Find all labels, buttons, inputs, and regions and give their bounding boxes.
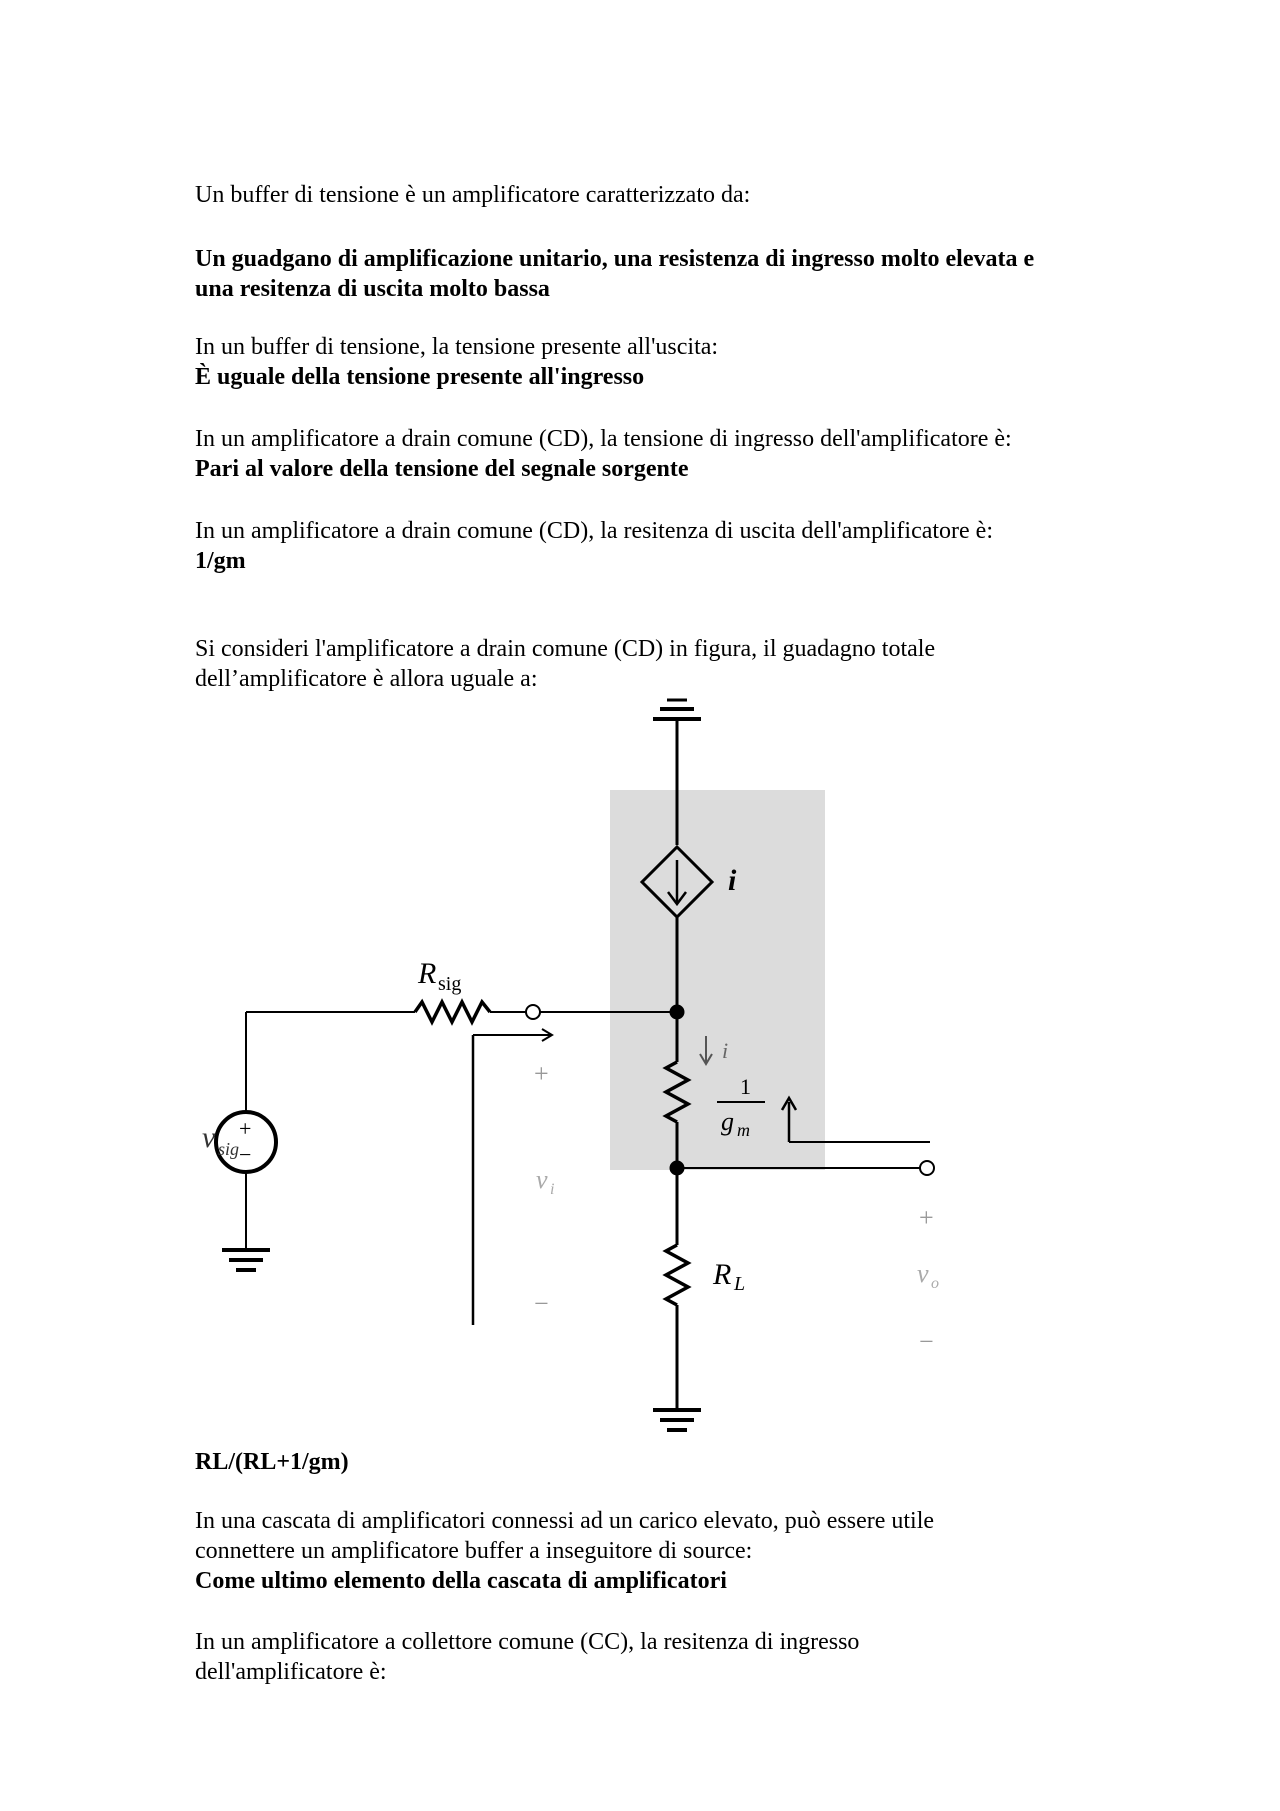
gm-subscript: m bbox=[737, 1120, 750, 1140]
answer-4 bbox=[195, 546, 1135, 576]
output-terminal bbox=[920, 1161, 934, 1175]
junction-dot-output bbox=[671, 1162, 683, 1174]
question-text: Un buffer di tensione è un amplificatore caratterizzato da: bbox=[195, 182, 751, 208]
source-plus: + bbox=[239, 1116, 252, 1141]
gm-g: g bbox=[721, 1107, 734, 1136]
answer-text: 1/gm bbox=[195, 548, 246, 574]
answer-text: È uguale della tensione presente all'ingresso bbox=[195, 364, 645, 390]
question-text: dell'amplificatore è: bbox=[195, 1659, 387, 1685]
answer-text: Un guadgano di amplificazione unitario, una resistenza di ingresso molto elevata e bbox=[195, 246, 1035, 272]
question-text: In un amplificatore a drain comune (CD), la resitenza di uscita dell'amplificatore è: bbox=[195, 518, 993, 544]
question-5 bbox=[195, 634, 1135, 694]
question-text: connettere un amplificatore buffer a inseguitore di source: bbox=[195, 1538, 753, 1564]
question-text: In un amplificatore a collettore comune (CC), la resitenza di ingresso bbox=[195, 1629, 860, 1655]
answer-5 bbox=[195, 1447, 1135, 1477]
question-4 bbox=[195, 516, 1135, 546]
vo-label: v bbox=[917, 1259, 929, 1288]
source-current-label: i bbox=[728, 864, 737, 897]
question-text: In un amplificatore a drain comune (CD), la tensione di ingresso dell'amplificatore è: bbox=[195, 426, 1012, 452]
vi-label: v bbox=[536, 1165, 548, 1194]
rsig-label: R bbox=[418, 957, 437, 990]
question-text: In una cascata di amplificatori connessi ad un carico elevato, può essere utile bbox=[195, 1508, 935, 1534]
rl-subscript: L bbox=[734, 1273, 746, 1295]
junction-dot-input bbox=[671, 1006, 683, 1018]
gm-numerator: 1 bbox=[740, 1074, 751, 1099]
vi-minus: − bbox=[534, 1289, 549, 1318]
vsig-subscript: sig bbox=[218, 1139, 240, 1159]
answer-text: Come ultimo elemento della cascata di amplificatori bbox=[195, 1568, 727, 1594]
question-text: Si consideri l'amplificatore a drain comune (CD) in figura, il guadagno totale bbox=[195, 636, 936, 662]
vsig-label: v bbox=[202, 1121, 216, 1154]
branch-current-label: i bbox=[722, 1038, 729, 1063]
answer-1 bbox=[195, 244, 1135, 304]
question-1 bbox=[195, 180, 1135, 210]
vo-plus: + bbox=[919, 1203, 934, 1232]
input-terminal bbox=[526, 1005, 540, 1019]
answer-text: Pari al valore della tensione del segnale sorgente bbox=[195, 456, 689, 482]
question-7 bbox=[195, 1627, 1135, 1687]
vi-subscript: i bbox=[550, 1181, 555, 1198]
vo-minus: − bbox=[919, 1327, 934, 1356]
question-3 bbox=[195, 424, 1135, 454]
question-text: In un buffer di tensione, la tensione presente all'uscita: bbox=[195, 334, 719, 360]
answer-text: RL/(RL+1/gm) bbox=[195, 1449, 349, 1475]
answer-3 bbox=[195, 454, 1135, 484]
vi-plus: + bbox=[534, 1059, 549, 1088]
vo-subscript: o bbox=[931, 1275, 939, 1292]
source-minus: − bbox=[239, 1142, 252, 1167]
answer-text: una resitenza di uscita molto bassa bbox=[195, 276, 550, 302]
rsig-resistor-zigzag bbox=[415, 1002, 490, 1022]
answer-2 bbox=[195, 362, 1135, 392]
rsig-subscript: sig bbox=[438, 973, 462, 995]
question-2 bbox=[195, 332, 1135, 362]
mosfet-model-box bbox=[610, 790, 825, 1170]
question-6 bbox=[195, 1506, 1135, 1566]
question-text: dell’amplificatore è allora uguale a: bbox=[195, 666, 538, 692]
answer-6 bbox=[195, 1566, 1135, 1596]
rl-resistor-zigzag bbox=[666, 1245, 688, 1305]
rl-label: R bbox=[713, 1258, 732, 1291]
cd-amplifier-circuit-figure bbox=[190, 690, 950, 1460]
